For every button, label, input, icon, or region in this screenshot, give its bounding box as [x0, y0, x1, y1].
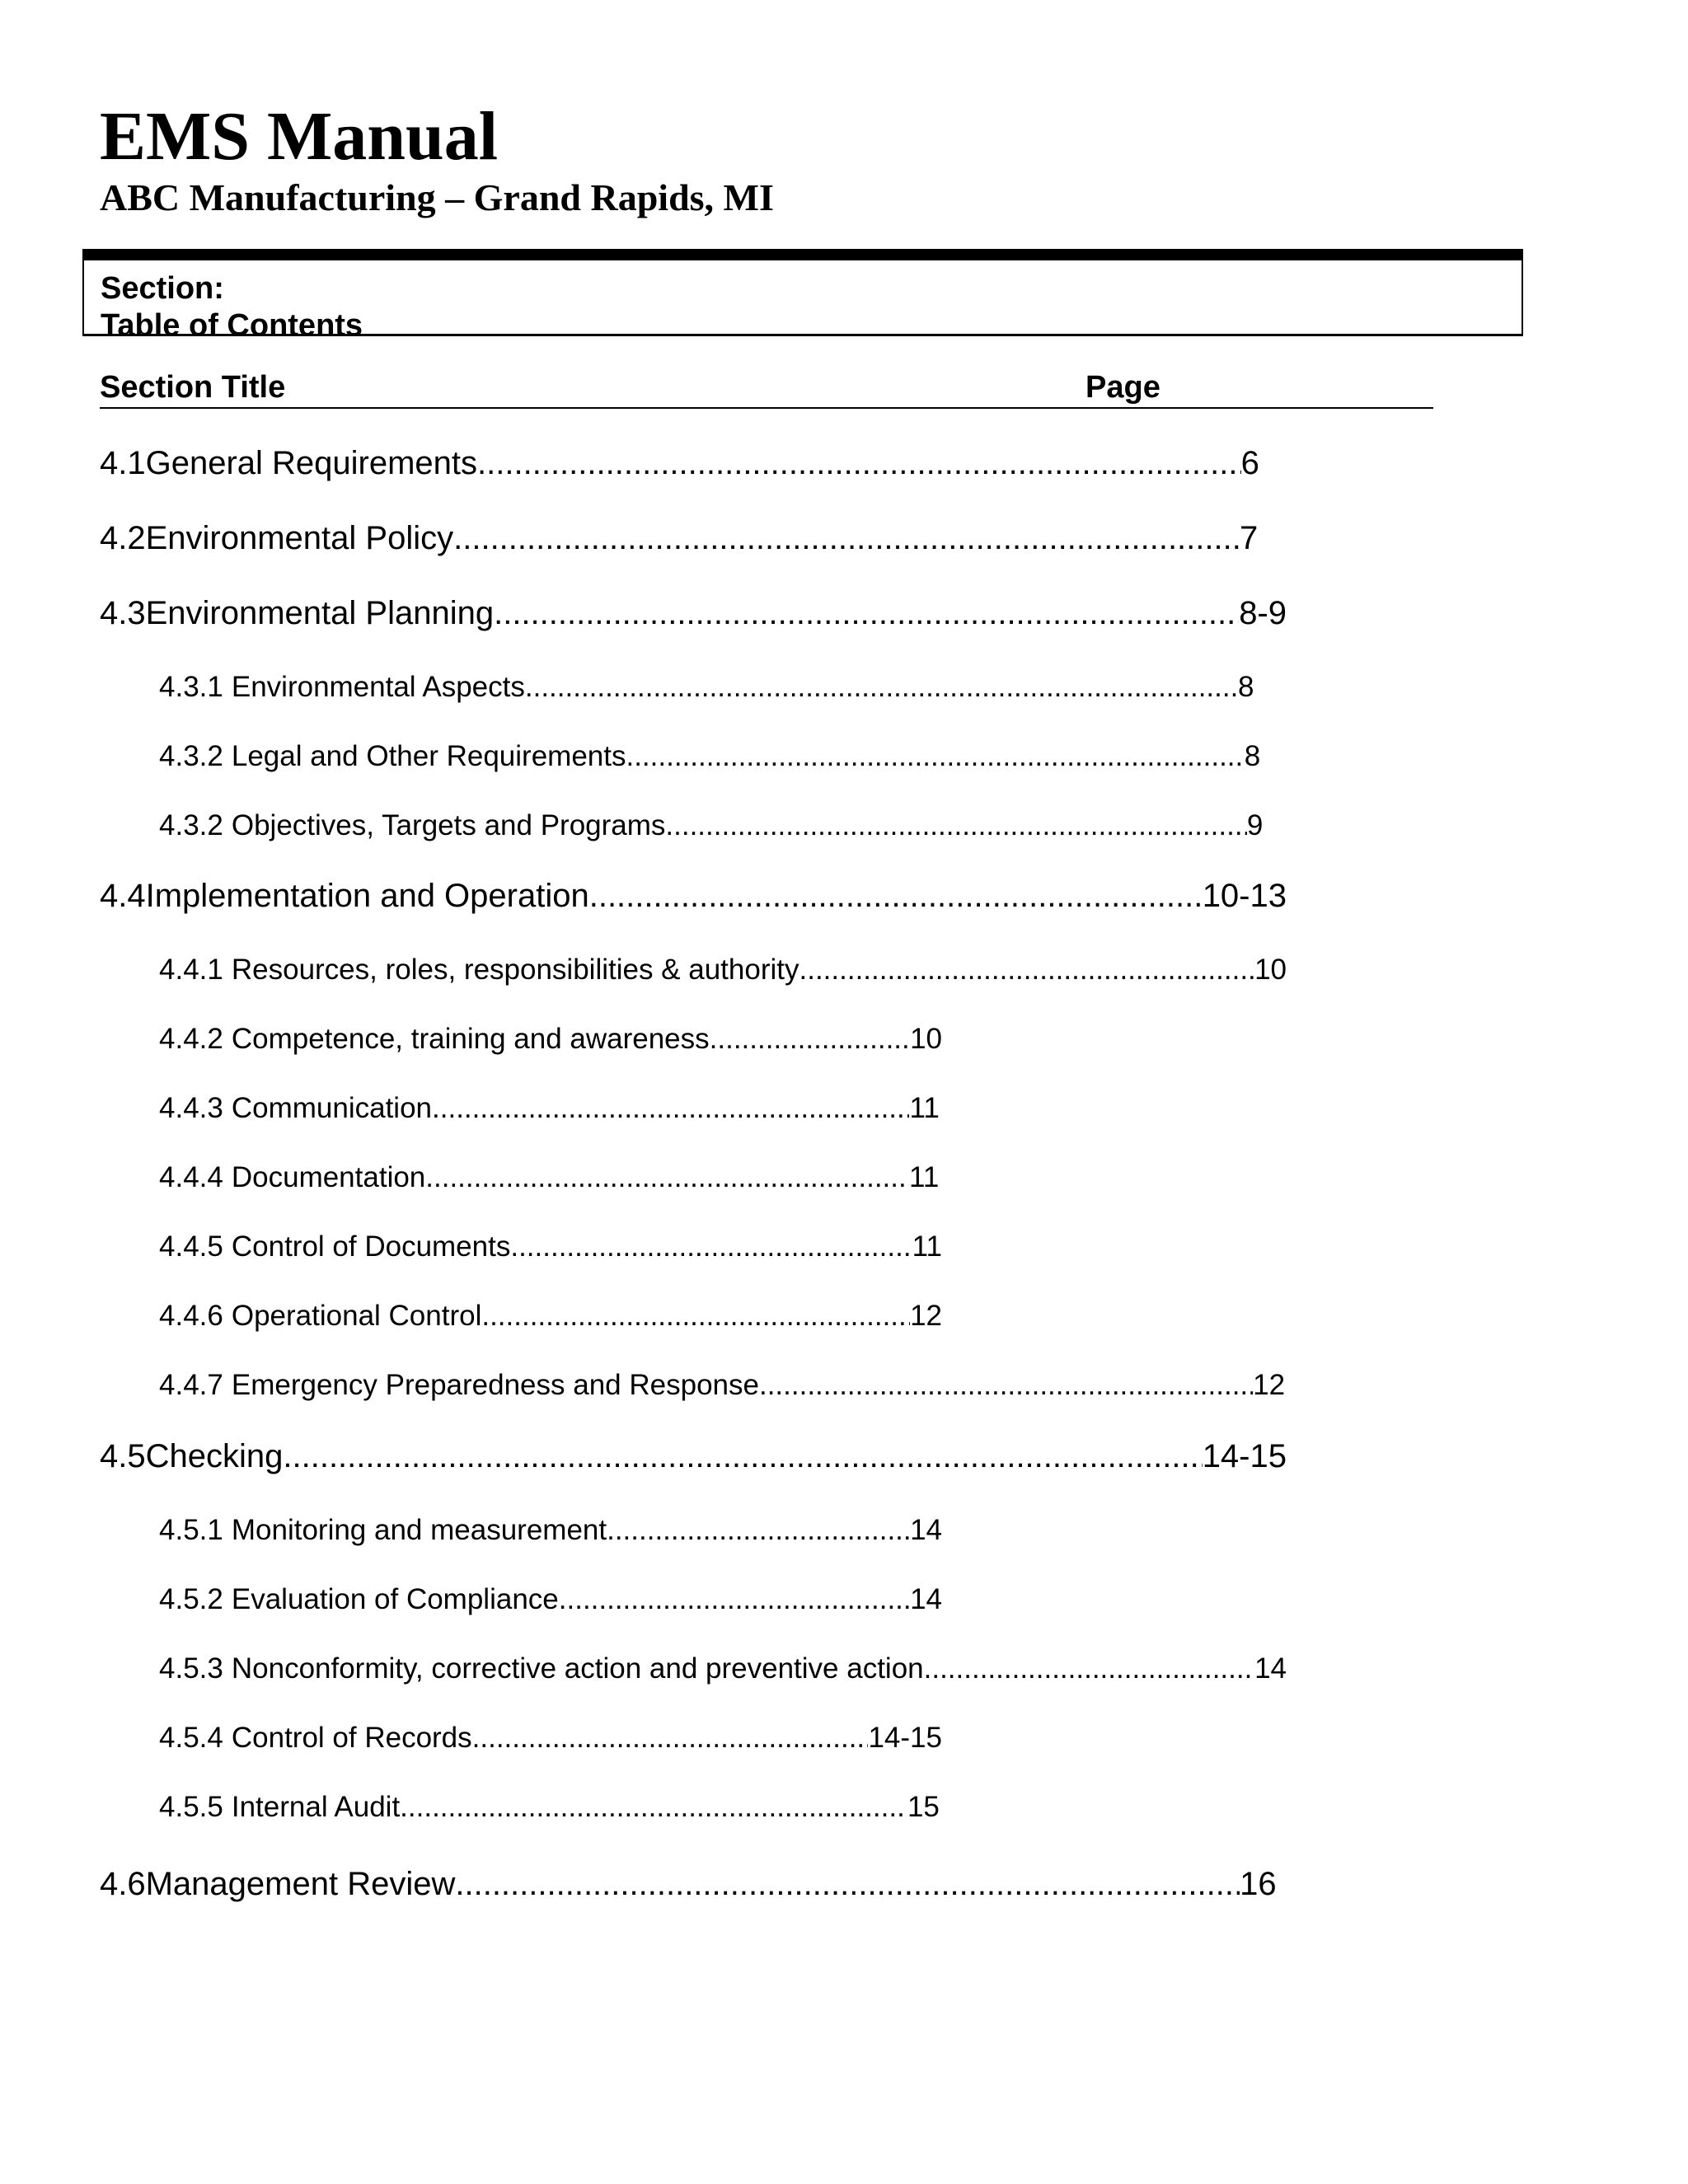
toc-entry-number: 4.4.4 [159, 1161, 223, 1193]
toc-entry-number: 4.4.5 [159, 1230, 223, 1263]
toc-entry[interactable] [159, 739, 1287, 774]
toc-entry-leader [799, 953, 1255, 987]
toc-entry[interactable] [159, 1513, 942, 1548]
toc-entry-number: 4.3.2 [159, 809, 223, 841]
toc-entry-leader [432, 1091, 909, 1126]
toc-header-page: Page [1085, 370, 1160, 405]
toc-entry[interactable] [159, 1721, 942, 1755]
toc-entry[interactable] [159, 953, 1287, 987]
toc-entry-leader [477, 443, 1241, 483]
toc-entry-title: Monitoring and measurement [231, 1514, 607, 1546]
section-label: Section: [101, 271, 224, 306]
toc-entry-title: Control of Records [231, 1722, 472, 1754]
toc-entry-number: 4.2 [100, 520, 146, 556]
toc-entry[interactable] [100, 876, 1287, 916]
toc-entry-number: 4.6 [100, 1866, 146, 1902]
toc-entry-title: Evaluation of Compliance [231, 1583, 559, 1615]
toc-entry-leader [710, 1022, 910, 1057]
document-title: EMS Manual [100, 98, 499, 175]
toc-entry-page: 11 [912, 1230, 942, 1263]
toc-entry-title: Objectives, Targets and Programs [231, 809, 666, 841]
toc-entry-leader [472, 1721, 869, 1755]
toc-entry-number: 4.4.3 [159, 1092, 223, 1124]
toc-entry-number: 4.3 [100, 595, 146, 631]
toc-entry[interactable] [159, 1230, 942, 1264]
toc-entry-leader [481, 1299, 910, 1333]
toc-entry-page: 8 [1244, 740, 1261, 772]
toc-entry-page: 10 [910, 1023, 942, 1055]
toc-entry-title: Implementation and Operation [145, 878, 589, 914]
toc-entry-number: 4.4.2 [159, 1023, 223, 1055]
toc-entry-title: Management Review [145, 1866, 456, 1902]
toc-entry-title: Environmental Policy [145, 520, 454, 556]
toc-entry-leader [525, 670, 1238, 705]
section-value: Table of Contents [101, 308, 363, 343]
toc-entry-page: 15 [907, 1791, 940, 1823]
toc-entry-page: 10 [1254, 954, 1287, 986]
toc-entry-title: Legal and Other Requirements [231, 740, 626, 772]
toc-entry[interactable] [100, 593, 1287, 633]
toc-entry-page: 9 [1246, 809, 1264, 841]
toc-entry-title: Emergency Preparedness and Response [231, 1369, 759, 1401]
toc-entry-page: 7 [1240, 520, 1259, 556]
toc-entry[interactable] [159, 670, 1287, 705]
toc-entry-page: 8-9 [1239, 595, 1287, 631]
toc-entry[interactable] [100, 1436, 1287, 1476]
toc-entry-page: 14-15 [868, 1722, 942, 1754]
toc-entry-number: 4.5.4 [159, 1722, 223, 1754]
toc-entry-page: 12 [1253, 1369, 1286, 1401]
toc-entry-number: 4.3.2 [159, 740, 223, 772]
toc-entry[interactable] [100, 443, 1287, 483]
toc-entry-number: 4.4.1 [159, 954, 223, 986]
toc-entry-number: 4.5.2 [159, 1583, 223, 1615]
toc-entry-leader [924, 1652, 1254, 1686]
toc-entry-title: Internal Audit [231, 1791, 401, 1823]
toc-entry-number: 4.5.3 [159, 1652, 223, 1685]
toc-entry-title: Environmental Aspects [231, 671, 525, 703]
toc-entry-leader [425, 1160, 909, 1195]
toc-entry-leader [283, 1436, 1202, 1476]
toc-entry-title: Competence, training and awareness [231, 1023, 710, 1055]
toc-entry-leader [559, 1582, 910, 1617]
toc-entry[interactable] [159, 1582, 942, 1617]
toc-entry-page: 14 [1254, 1652, 1287, 1685]
toc-entry-number: 4.5.1 [159, 1514, 223, 1546]
toc-entry-leader [455, 1864, 1240, 1904]
toc-entry-page: 6 [1240, 445, 1259, 481]
toc-entry-title: General Requirements [145, 445, 478, 481]
toc-entry-leader [589, 876, 1203, 916]
section-box [82, 249, 1523, 343]
toc-entry-title: Environmental Planning [145, 595, 495, 631]
toc-entry-page: 14 [910, 1514, 942, 1546]
toc-entry-title: Checking [145, 1438, 284, 1474]
toc-entry-number: 4.4 [100, 878, 146, 914]
toc-entry-page: 8 [1237, 671, 1254, 703]
toc-entry-title: Operational Control [231, 1300, 482, 1332]
toc-entry-title: Nonconformity, corrective action and preventive action [231, 1652, 924, 1685]
toc-entry-page: 14 [910, 1583, 942, 1615]
toc-entry-number: 4.5.5 [159, 1791, 223, 1823]
toc-entry-number: 4.1 [100, 445, 146, 481]
toc-entry-title: Communication [231, 1092, 433, 1124]
toc-entry-page: 14-15 [1202, 1438, 1287, 1474]
toc-entry-title: Control of Documents [231, 1230, 511, 1263]
toc-entry-leader [453, 518, 1240, 558]
toc-entry-leader [400, 1790, 907, 1825]
toc-entry[interactable] [159, 1022, 942, 1057]
toc-entry-page: 16 [1240, 1866, 1277, 1902]
toc-entry-page: 10-13 [1202, 878, 1287, 914]
toc-entry-title: Documentation [231, 1161, 426, 1193]
toc-entry-number: 4.4.7 [159, 1369, 223, 1401]
toc-entry-leader [665, 808, 1246, 843]
toc-entry-leader [607, 1513, 910, 1548]
toc-entry-leader [510, 1230, 912, 1264]
toc-entry-page: 11 [909, 1092, 940, 1124]
toc-entry-leader [494, 593, 1239, 633]
toc-entry-page: 12 [910, 1300, 942, 1332]
toc-entry[interactable] [159, 1368, 1287, 1403]
toc-entry[interactable] [159, 1091, 942, 1126]
toc-entry-title: Resources, roles, responsibilities & authority [231, 954, 799, 986]
toc-entry[interactable] [159, 808, 1287, 843]
toc-entry-number: 4.4.6 [159, 1300, 223, 1332]
document-subtitle: ABC Manufacturing – Grand Rapids, MI [100, 176, 774, 218]
toc-entry[interactable] [159, 1652, 1287, 1686]
toc-header [100, 369, 1433, 409]
toc-entry-number: 4.5 [100, 1438, 146, 1474]
toc-header-title: Section Title [100, 370, 286, 405]
toc-entry-leader [626, 739, 1244, 774]
toc-entry[interactable] [159, 1790, 942, 1825]
toc-entry-page: 11 [908, 1161, 940, 1193]
toc-entry-leader [759, 1368, 1253, 1403]
toc-entry[interactable] [159, 1299, 942, 1333]
toc-entry[interactable] [100, 518, 1287, 558]
toc-entry[interactable] [100, 1864, 1287, 1904]
toc-entry[interactable] [159, 1160, 942, 1195]
toc-entry-number: 4.3.1 [159, 671, 223, 703]
